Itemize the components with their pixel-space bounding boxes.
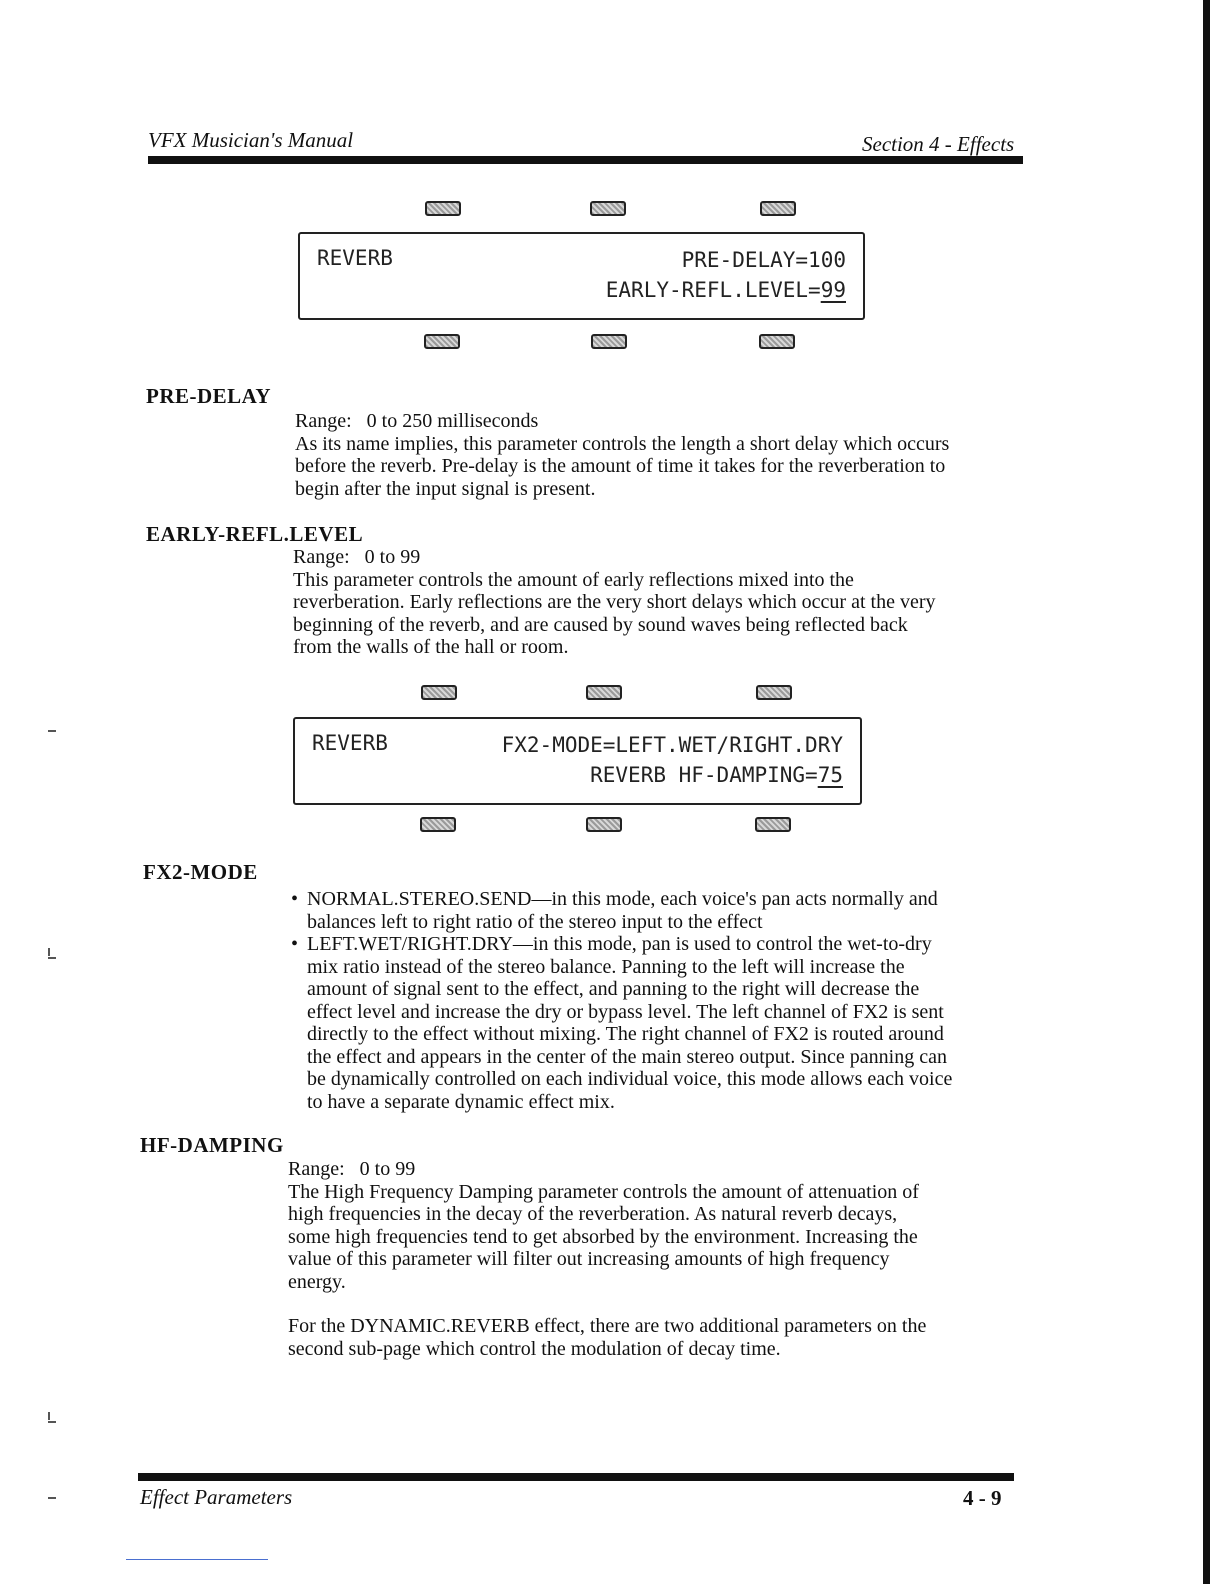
header-rule <box>148 156 1023 164</box>
body-line: some high frequencies tend to get absorbed by the environment. Increasing the <box>288 1225 918 1248</box>
lcd2-line2-value: 75 <box>817 763 843 787</box>
pre-delay-range <box>295 410 949 433</box>
body-line: energy. <box>288 1270 346 1293</box>
page-edge-bar <box>1203 0 1210 1584</box>
body-line: mix ratio instead of the stereo balance. Panning to the left will increase the <box>307 955 905 978</box>
soft-button-bottom-1[interactable] <box>420 817 456 832</box>
running-header-title: VFX Musician's Manual <box>148 128 354 152</box>
page-number: 4 - 9 <box>963 1486 1002 1510</box>
lcd-display-1 <box>298 232 865 320</box>
list-item <box>289 933 952 1113</box>
pre-delay-body <box>295 410 949 500</box>
margin-mark <box>48 948 50 956</box>
soft-button-top-3[interactable] <box>760 201 796 216</box>
body-line: reverberation. Early reflections are the very short delays which occur at the very <box>293 591 936 613</box>
soft-button-bottom-1[interactable] <box>424 334 460 349</box>
range-label: Range: <box>295 410 352 432</box>
range-label: Range: <box>288 1158 345 1180</box>
lcd1-line2-value: 99 <box>820 278 846 302</box>
body-line: amount of signal sent to the effect, and panning to the right will decrease the <box>307 978 920 1000</box>
heading-pre-delay: PRE-DELAY <box>146 384 272 408</box>
body-line: before the reverb. Pre-delay is the amount of time it takes for the reverberation to <box>295 455 946 477</box>
heading-hf-damping: HF-DAMPING <box>140 1133 284 1157</box>
bullet-icon: • <box>291 933 299 955</box>
body-line: NORMAL.STEREO.SEND—in this mode, each voice's pan acts normally and <box>307 888 938 910</box>
early-refl-range <box>293 546 936 569</box>
hf-damping-body <box>288 1158 926 1360</box>
hf-damping-range <box>288 1158 926 1181</box>
body-line: second sub-page which control the modulation of decay time. <box>288 1337 781 1360</box>
range-value: 0 to 250 milliseconds <box>366 410 539 432</box>
margin-mark <box>48 957 56 959</box>
soft-button-top-2[interactable] <box>590 201 626 216</box>
body-line: As its name implies, this parameter controls the length a short delay which occurs <box>295 432 950 455</box>
lcd2-line2-label: REVERB HF-DAMPING= <box>590 763 818 787</box>
body-line: balances left to right ratio of the stereo input to the effect <box>307 910 763 933</box>
body-line: LEFT.WET/RIGHT.DRY—in this mode, pan is used to control the wet-to-dry <box>307 933 932 955</box>
body-line: the effect and appears in the center of the main stereo output. Since panning can <box>307 1045 947 1068</box>
lcd2-line2 <box>590 763 843 787</box>
soft-button-bottom-3[interactable] <box>755 817 791 832</box>
lcd1-line1-right: PRE-DELAY=100 <box>681 248 846 272</box>
soft-button-bottom-3[interactable] <box>759 334 795 349</box>
soft-button-top-1[interactable] <box>421 685 457 700</box>
list-item <box>289 888 952 933</box>
body-line: high frequencies in the decay of the reverberation. As natural reverb decays, <box>288 1203 898 1225</box>
body-line: begin after the input signal is present. <box>295 477 596 500</box>
footer-link-line <box>126 1559 268 1560</box>
early-refl-body <box>293 546 936 659</box>
margin-mark <box>48 1497 56 1499</box>
footer-title: Effect Parameters <box>140 1485 293 1509</box>
footer-rule <box>138 1473 1014 1481</box>
running-header-section: Section 4 - Effects <box>862 132 1015 156</box>
lcd1-line1-left: REVERB <box>317 246 393 270</box>
lcd2-line1-left: REVERB <box>312 731 388 755</box>
body-line: be dynamically controlled on each individual voice, this mode allows each voice <box>307 1068 953 1090</box>
body-line: directly to the effect without mixing. The right channel of FX2 is routed around <box>307 1023 944 1045</box>
margin-mark <box>48 1421 56 1423</box>
margin-mark <box>48 730 56 732</box>
body-line: value of this parameter will filter out increasing amounts of high frequency <box>288 1248 890 1270</box>
body-line: effect level and increase the dry or bypass level. The left channel of FX2 is sent <box>307 1000 944 1023</box>
body-line: beginning of the reverb, and are caused by sound waves being reflected back <box>293 613 908 636</box>
soft-button-top-3[interactable] <box>756 685 792 700</box>
soft-button-bottom-2[interactable] <box>591 334 627 349</box>
heading-early-refl-level: EARLY-REFL.LEVEL <box>146 522 364 546</box>
range-label: Range: <box>293 546 350 568</box>
range-value: 0 to 99 <box>359 1158 416 1180</box>
lcd-display-2 <box>293 717 862 805</box>
bullet-icon: • <box>291 888 299 910</box>
lcd1-line2 <box>606 278 846 302</box>
soft-button-top-2[interactable] <box>586 685 622 700</box>
body-line: For the DYNAMIC.REVERB effect, there are two additional parameters on the <box>288 1315 927 1337</box>
margin-mark <box>48 1412 50 1420</box>
body-line: The High Frequency Damping parameter controls the amount of attenuation of <box>288 1180 919 1203</box>
body-line: from the walls of the hall or room. <box>293 636 569 658</box>
soft-button-bottom-2[interactable] <box>586 817 622 832</box>
body-line: This parameter controls the amount of early reflections mixed into the <box>293 568 854 591</box>
body-line: to have a separate dynamic effect mix. <box>307 1090 615 1113</box>
range-value: 0 to 99 <box>364 546 421 568</box>
fx2-mode-body <box>289 888 952 1113</box>
lcd2-line1-right: FX2-MODE=LEFT.WET/RIGHT.DRY <box>501 733 843 757</box>
soft-button-top-1[interactable] <box>425 201 461 216</box>
heading-fx2-mode: FX2-MODE <box>143 860 258 884</box>
lcd1-line2-label: EARLY-REFL.LEVEL= <box>605 278 821 302</box>
